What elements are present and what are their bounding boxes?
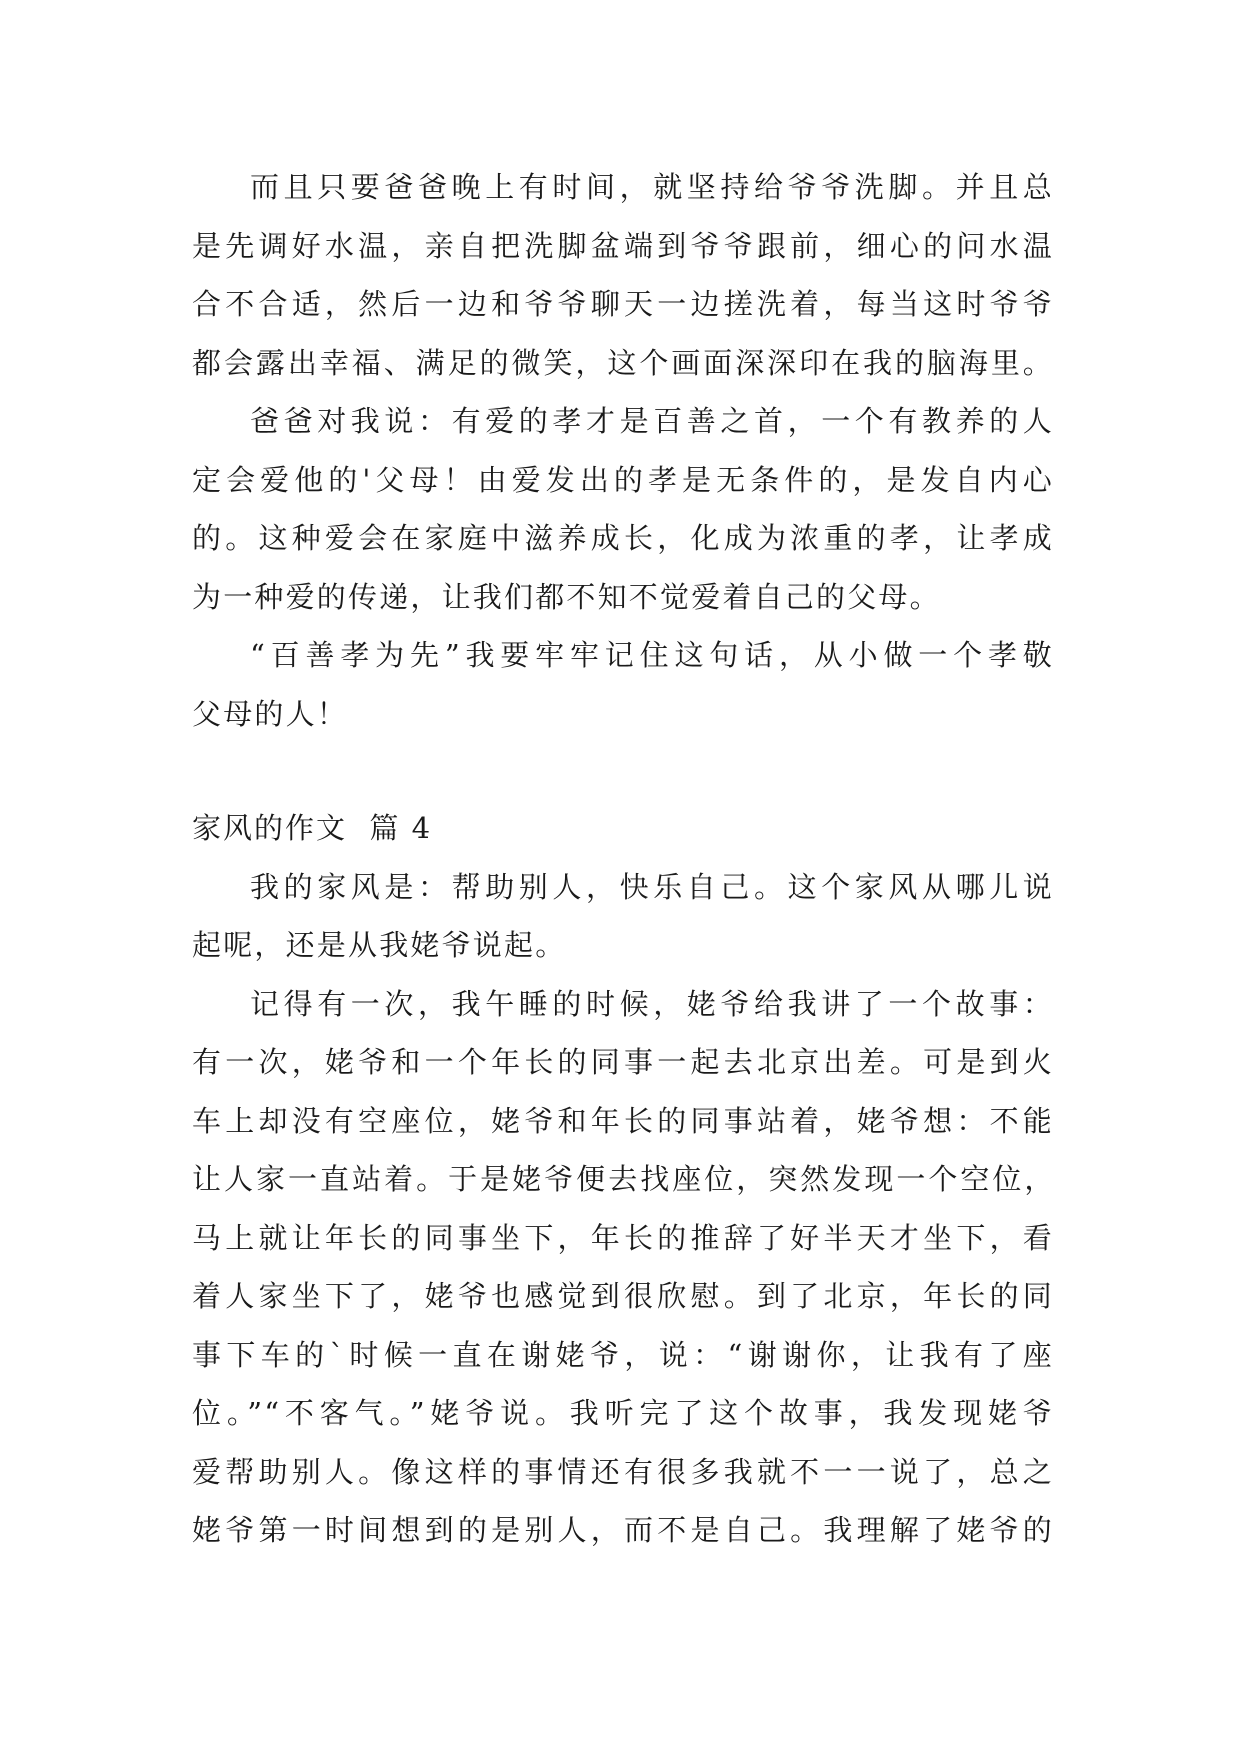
text-line: 起呢，还是从我姥爷说起。 bbox=[192, 928, 567, 962]
text-line: 父母的人！ bbox=[192, 696, 349, 731]
text-line: 记得有一次，我午睡的时候，姥爷给我讲了一个故事： bbox=[250, 986, 1054, 1021]
text-line: 事下车的`时候一直在谢姥爷，说：“谢谢你，让我有了座 bbox=[192, 1337, 1054, 1372]
text-line: 定会爱他的'父母！由爱发出的孝是无条件的，是发自内心 bbox=[192, 462, 1054, 497]
text-line: 是先调好水温，亲自把洗脚盆端到爷爷跟前，细心的问水温 bbox=[192, 228, 1054, 263]
text-line: 马上就让年长的同事坐下，年长的推辞了好半天才坐下，看 bbox=[192, 1220, 1054, 1255]
text-line: 都会露出幸福、满足的微笑，这个画面深深印在我的脑海里。 bbox=[192, 345, 1054, 380]
text-line: 我的家风是：帮助别人，快乐自己。这个家风从哪儿说 bbox=[250, 869, 1054, 904]
text-line: “百善孝为先”我要牢牢记住这句话，从小做一个孝敬 bbox=[250, 638, 1054, 672]
text-line: 的。这种爱会在家庭中滋养成长，化成为浓重的孝，让孝成 bbox=[192, 521, 1054, 555]
text-line: 让人家一直站着。于是姥爷便去找座位，突然发现一个空位， bbox=[192, 1162, 1054, 1196]
text-line: 姥爷第一时间想到的是别人，而不是自己。我理解了姥爷的 bbox=[192, 1513, 1054, 1547]
text-line: 而且只要爸爸晚上有时间，就坚持给爷爷洗脚。并且总 bbox=[250, 170, 1054, 204]
text-line: 爱帮助别人。像这样的事情还有很多我就不一一说了，总之 bbox=[192, 1454, 1054, 1489]
text-line: 为一种爱的传递，让我们都不知不觉爱着自己的父母。 bbox=[192, 579, 941, 614]
paragraph-1 bbox=[192, 158, 1054, 392]
paragraph-2 bbox=[192, 392, 1054, 626]
paragraph-5 bbox=[192, 975, 1054, 1560]
text-line: 车上却没有空座位，姥爷和年长的同事站着，姥爷想：不能 bbox=[192, 1103, 1054, 1138]
paragraph-4 bbox=[192, 858, 1054, 975]
paragraph-3 bbox=[192, 626, 1054, 743]
document-page bbox=[192, 158, 1054, 1560]
text-line: 有一次，姥爷和一个年长的同事一起去北京出差。可是到火 bbox=[192, 1045, 1054, 1079]
section-gap bbox=[192, 743, 1054, 799]
text-line: 合不合适，然后一边和爷爷聊天一边搓洗着，每当这时爷爷 bbox=[192, 287, 1054, 321]
section-heading: 家风的作文 篇 4 bbox=[192, 811, 433, 845]
text-line: 位。”“不客气。”姥爷说。我听完了这个故事，我发现姥爷 bbox=[192, 1396, 1054, 1430]
text-line: 着人家坐下了，姥爷也感觉到很欣慰。到了北京，年长的同 bbox=[192, 1279, 1054, 1313]
text-line: 爸爸对我说：有爱的孝才是百善之首，一个有教养的人 bbox=[250, 404, 1054, 438]
